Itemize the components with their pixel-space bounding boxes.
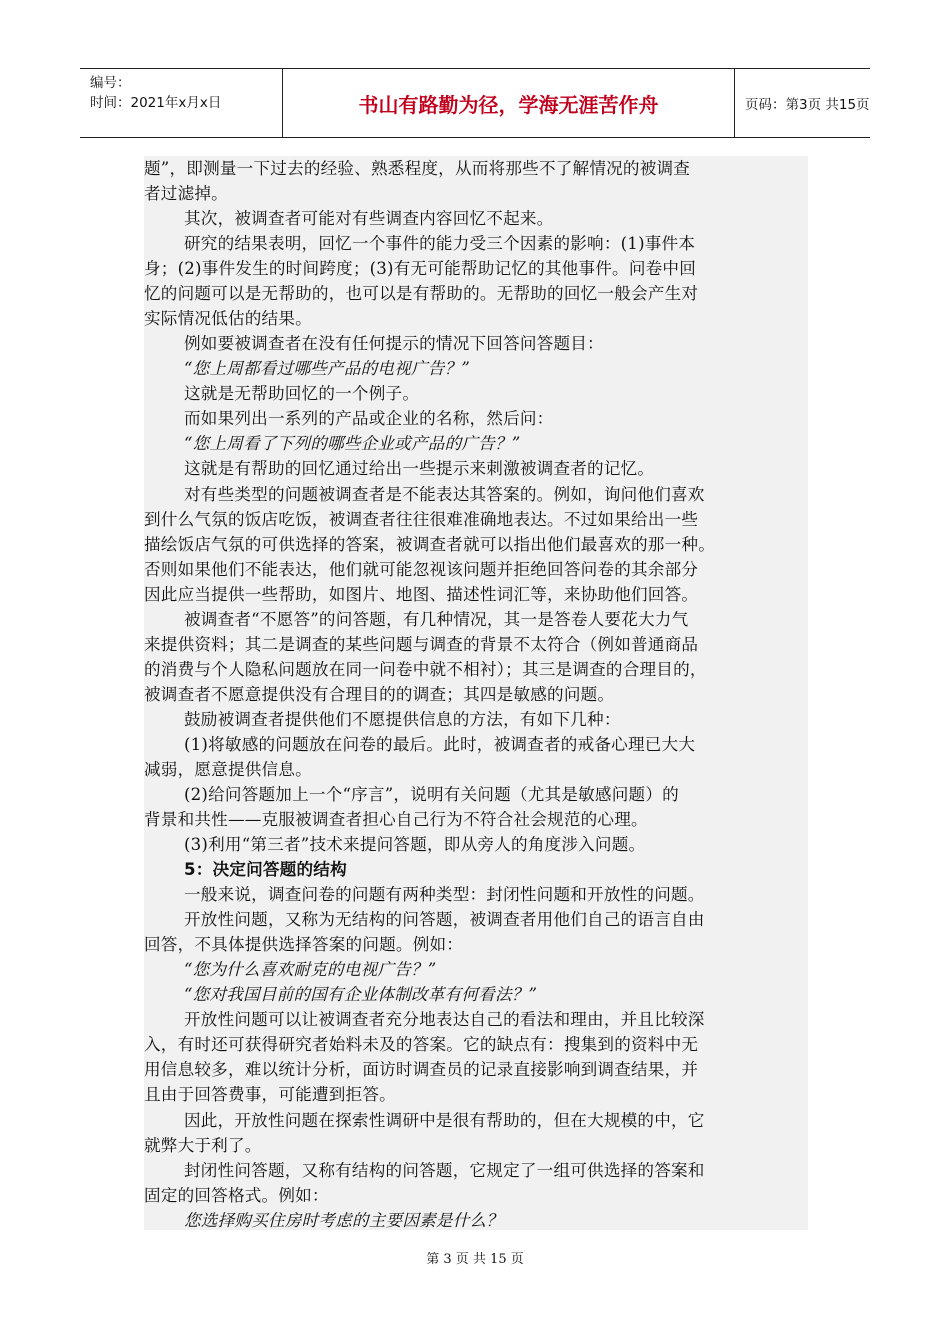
body-text-line: 开放性问题可以让被调查者充分地表达自己的看法和理由，并且比较深 bbox=[184, 1010, 705, 1030]
body-text-line: 忆的问题可以是无帮助的，也可以是有帮助的。无帮助的回忆一般会产生对 bbox=[144, 284, 699, 304]
body-text-line: 身；(2)事件发生的时间跨度；(3)有无可能帮助记忆的其他事件。问卷中回 bbox=[144, 259, 697, 279]
body-text-line: 被调查者“不愿答”的问答题，有几种情况，其一是答卷人要花大力气 bbox=[184, 609, 689, 629]
example-question-line: 您选择购买住房时考虑的主要因素是什么？ bbox=[184, 1210, 504, 1230]
body-text-line: 因此应当提供一些帮助，如图片、地图、描述性词汇等，来协助他们回答。 bbox=[144, 584, 699, 604]
body-text-line: 者过滤掉。 bbox=[144, 184, 228, 204]
header-meta-cell bbox=[80, 69, 283, 137]
body-text-line: 回答，不具体提供选择答案的问题。例如： bbox=[144, 935, 464, 955]
body-text-line: 实际情况低估的结果。 bbox=[144, 309, 312, 329]
body-text-line: 因此，开放性问题在探索性调研中是很有帮助的，但在大规模的中，它 bbox=[184, 1110, 705, 1130]
body-text-line: 且由于回答费事，可能遭到拒答。 bbox=[144, 1085, 396, 1105]
body-text-line: 这就是无帮助回忆的一个例子。 bbox=[184, 384, 420, 404]
example-question-line: “您对我国目前的国有企业体制改革有何看法？” bbox=[184, 985, 538, 1005]
page-header bbox=[80, 68, 870, 138]
document-time-label: 时间：2021年x月x日 bbox=[90, 95, 222, 111]
example-question-line: “您为什么喜欢耐克的电视广告？” bbox=[184, 960, 437, 980]
body-text-line: 对有些类型的问题被调查者是不能表达其答案的。例如，询问他们喜欢 bbox=[184, 484, 705, 504]
page-footer: 第 3 页 共 15 页 bbox=[426, 1252, 524, 1267]
body-text-line: 研究的结果表明，回忆一个事件的能力受三个因素的影响：(1)事件本 bbox=[184, 234, 696, 254]
body-text-line: (3)利用“第三者”技术来提问答题，即从旁人的角度涉入问题。 bbox=[184, 835, 646, 855]
body-text-line: 来提供资料；其二是调查的某些问题与调查的背景不太符合（例如普通商品 bbox=[144, 634, 699, 654]
body-text-line: 到什么气氛的饭店吃饭，被调查者往往很难准确地表达。不过如果给出一些 bbox=[144, 509, 699, 529]
document-body bbox=[144, 156, 808, 1230]
body-text-line: 封闭性问答题，又称有结构的问答题，它规定了一组可供选择的答案和 bbox=[184, 1160, 705, 1180]
body-text-line: (1)将敏感的问题放在问卷的最后。此时，被调查者的戒备心理已大大 bbox=[184, 734, 696, 754]
header-motto: 书山有路勤为径，学海无涯苦作舟 bbox=[283, 69, 735, 137]
body-text-line: 入，有时还可获得研究者始料未及的答案。它的缺点有：搜集到的资料中无 bbox=[144, 1035, 699, 1055]
body-text-line: 一般来说，调查问卷的问题有两种类型：封闭性问题和开放性的问题。 bbox=[184, 885, 705, 905]
body-text-line: 用信息较多，难以统计分析，面访时调查员的记录直接影响到调查结果，并 bbox=[144, 1060, 699, 1080]
body-text-line: 固定的回答格式。例如： bbox=[144, 1185, 329, 1205]
body-text-line: 鼓励被调查者提供他们不愿提供信息的方法，有如下几种： bbox=[184, 709, 621, 729]
body-text-line: 减弱，愿意提供信息。 bbox=[144, 759, 312, 779]
body-text-line: 这就是有帮助的回忆通过给出一些提示来刺激被调查者的记忆。 bbox=[184, 459, 655, 479]
body-text-line: 被调查者不愿意提供没有合理目的的调查；其四是敏感的问题。 bbox=[144, 684, 615, 704]
body-text-line: 题”，即测量一下过去的经验、熟悉程度，从而将那些不了解情况的被调查 bbox=[144, 159, 691, 178]
example-question-line: “您上周都看过哪些产品的电视广告？” bbox=[184, 359, 471, 379]
body-text-line: 例如要被调查者在没有任何提示的情况下回答问答题目： bbox=[184, 334, 604, 354]
body-text-line: 的消费与个人隐私问题放在同一问卷中就不相衬）；其三是调查的合理目的， bbox=[144, 659, 707, 679]
body-text-line: 否则如果他们不能表达，他们就可能忽视该问题并拒绝回答问卷的其余部分 bbox=[144, 559, 699, 579]
section-heading: 5：决定问答题的结构 bbox=[184, 860, 347, 880]
body-text-line: 而如果列出一系列的产品或企业的名称，然后问： bbox=[184, 409, 554, 429]
body-text-line: 其次，被调查者可能对有些调查内容回忆不起来。 bbox=[184, 209, 554, 229]
document-number-label: 编号： bbox=[90, 75, 131, 91]
header-page-label: 页码：第3页 共15页 bbox=[745, 97, 870, 113]
body-text-line: 背景和共性——克服被调查者担心自己行为不符合社会规范的心理。 bbox=[144, 810, 648, 830]
body-text-line: 开放性问题，又称为无结构的问答题，被调查者用他们自己的语言自由 bbox=[184, 910, 705, 930]
body-text-line: 描绘饭店气氛的可供选择的答案，被调查者就可以指出他们最喜欢的那一种。 bbox=[144, 534, 715, 554]
body-text-line: (2)给问答题加上一个“序言”，说明有关问题（尤其是敏感问题）的 bbox=[184, 785, 679, 804]
body-text-line: 就弊大于利了。 bbox=[144, 1135, 262, 1155]
example-question-line: “您上周看了下列的哪些企业或产品的广告？” bbox=[184, 434, 521, 454]
